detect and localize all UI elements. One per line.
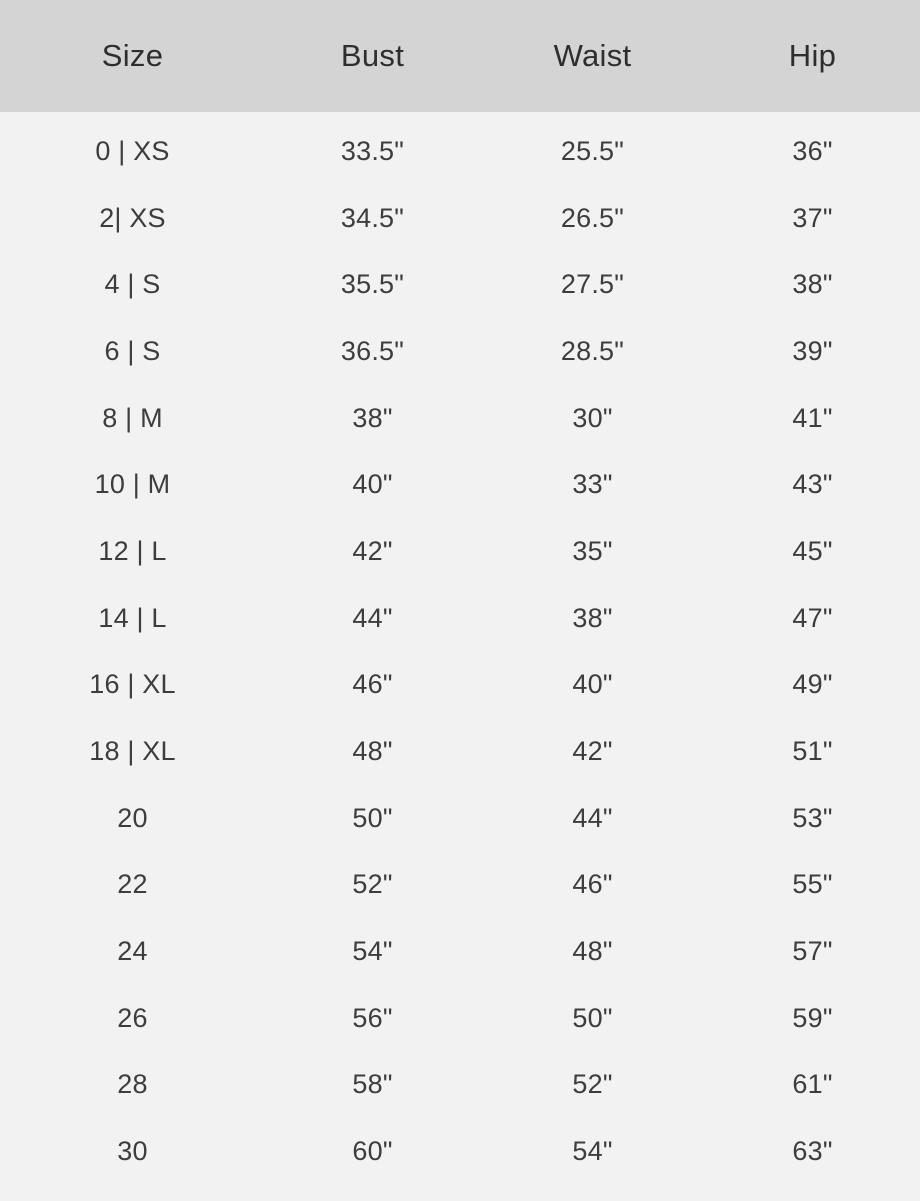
cell-bust: 50" [352, 802, 393, 833]
table-row [0, 185, 920, 252]
cell-size: 2| XS [99, 202, 166, 233]
column-header-size: Size [101, 38, 164, 73]
cell-waist: 42" [572, 736, 613, 767]
cell-bust: 33.5" [340, 135, 405, 166]
cell-hip: 59" [792, 1002, 833, 1033]
cell-waist: 26.5" [560, 202, 625, 233]
cell-size: 8 | M [102, 402, 163, 433]
cell-waist: 48" [572, 936, 613, 967]
table-row [0, 652, 920, 719]
cell-waist: 28.5" [560, 335, 625, 366]
cell-size: 20 [117, 802, 148, 833]
column-header-waist: Waist [553, 38, 632, 73]
table-row [0, 985, 920, 1052]
table-body [0, 112, 920, 1201]
table-row [0, 451, 920, 518]
cell-size: 14 | L [98, 602, 167, 633]
table-row [0, 852, 920, 919]
cell-waist: 50" [572, 1002, 613, 1033]
cell-hip: 41" [792, 402, 833, 433]
cell-bust: 34.5" [340, 202, 405, 233]
cell-bust: 58" [352, 1069, 393, 1100]
cell-waist: 40" [572, 669, 613, 700]
cell-hip: 45" [792, 535, 833, 566]
cell-bust: 60" [352, 1136, 393, 1167]
cell-waist: 33" [572, 469, 613, 500]
cell-bust: 40" [352, 469, 393, 500]
table-row [0, 251, 920, 318]
cell-bust: 44" [352, 602, 393, 633]
cell-bust: 42" [352, 535, 393, 566]
table-row [0, 518, 920, 585]
table-row [0, 1052, 920, 1119]
cell-waist: 30" [572, 402, 613, 433]
cell-waist: 35" [572, 535, 613, 566]
table-header-row [0, 0, 920, 112]
cell-bust: 46" [352, 669, 393, 700]
cell-hip: 43" [792, 469, 833, 500]
cell-hip: 55" [792, 869, 833, 900]
column-header-hip: Hip [788, 38, 837, 73]
cell-hip: 37" [792, 202, 833, 233]
cell-waist: 27.5" [560, 269, 625, 300]
table-row [0, 718, 920, 785]
cell-size: 26 [117, 1002, 148, 1033]
cell-size: 4 | S [104, 269, 161, 300]
cell-size: 18 | XL [89, 736, 176, 767]
table-row [0, 785, 920, 852]
cell-hip: 49" [792, 669, 833, 700]
cell-size: 22 [117, 869, 148, 900]
cell-size: 24 [117, 936, 148, 967]
cell-bust: 38" [352, 402, 393, 433]
cell-size: 28 [117, 1069, 148, 1100]
cell-size: 0 | XS [95, 135, 170, 166]
cell-hip: 39" [792, 335, 833, 366]
cell-bust: 52" [352, 869, 393, 900]
cell-hip: 53" [792, 802, 833, 833]
cell-waist: 52" [572, 1069, 613, 1100]
cell-bust: 54" [352, 936, 393, 967]
table-row [0, 118, 920, 185]
cell-hip: 63" [792, 1136, 833, 1167]
cell-size: 16 | XL [89, 669, 176, 700]
cell-bust: 48" [352, 736, 393, 767]
cell-waist: 25.5" [560, 135, 625, 166]
cell-waist: 54" [572, 1136, 613, 1167]
cell-hip: 61" [792, 1069, 833, 1100]
cell-bust: 35.5" [340, 269, 405, 300]
cell-size: 10 | M [94, 469, 171, 500]
table-row [0, 385, 920, 452]
cell-bust: 36.5" [340, 335, 405, 366]
cell-waist: 46" [572, 869, 613, 900]
table-row [0, 318, 920, 385]
column-header-bust: Bust [340, 38, 405, 73]
cell-size: 6 | S [104, 335, 161, 366]
cell-hip: 36" [792, 135, 833, 166]
cell-hip: 47" [792, 602, 833, 633]
table-row [0, 1118, 920, 1185]
cell-waist: 38" [572, 602, 613, 633]
cell-hip: 51" [792, 736, 833, 767]
cell-hip: 38" [792, 269, 833, 300]
table-row [0, 918, 920, 985]
cell-waist: 44" [572, 802, 613, 833]
table-row [0, 585, 920, 652]
cell-size: 12 | L [98, 535, 167, 566]
cell-hip: 57" [792, 936, 833, 967]
cell-size: 30 [117, 1136, 148, 1167]
cell-bust: 56" [352, 1002, 393, 1033]
